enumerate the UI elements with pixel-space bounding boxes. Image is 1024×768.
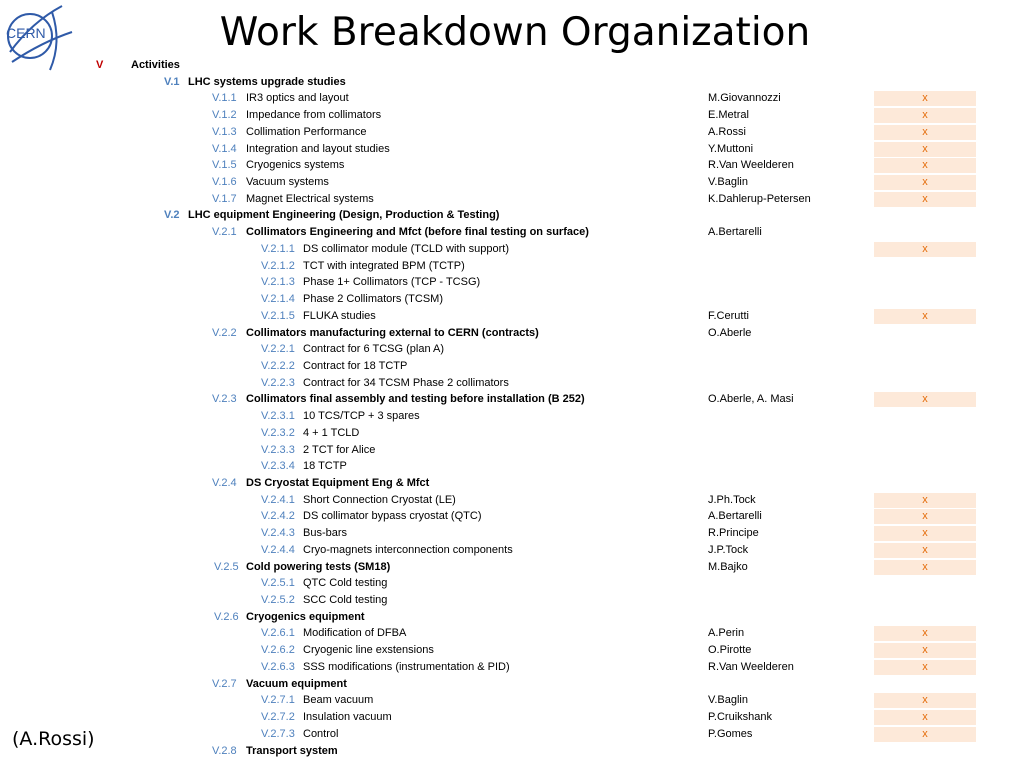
row-code: V.2.5.2: [261, 594, 295, 606]
logo-text: CERN: [6, 25, 46, 41]
table-row: [0, 408, 1024, 425]
row-label: Activities: [131, 59, 180, 71]
row-responsible: A.Perin: [708, 627, 745, 639]
author-caption: (A.Rossi): [12, 728, 95, 750]
row-mark: x: [922, 661, 928, 673]
table-row: [0, 274, 1024, 291]
row-code: V.2.3.1: [261, 410, 295, 422]
page-title: Work Breakdown Organization: [219, 10, 811, 55]
table-row: [0, 559, 1024, 576]
row-label: 2 TCT for Alice: [303, 444, 376, 456]
row-label: Phase 2 Collimators (TCSM): [303, 293, 443, 305]
row-code: V.2.6.2: [261, 644, 295, 656]
row-responsible: P.Cruikshank: [708, 711, 772, 723]
row-mark: x: [922, 627, 928, 639]
table-row: [0, 174, 1024, 191]
table-row: [0, 308, 1024, 325]
row-label: Cryogenics systems: [246, 159, 345, 171]
row-responsible: M.Bajko: [708, 561, 748, 573]
row-label: Collimators manufacturing external to CERN (contracts): [246, 327, 539, 339]
row-code: V.1.6: [212, 176, 237, 188]
row-responsible: A.Bertarelli: [708, 226, 762, 238]
row-code: V.2.6.3: [261, 661, 295, 673]
row-label: TCT with integrated BPM (TCTP): [303, 260, 465, 272]
row-label: 10 TCS/TCP + 3 spares: [303, 410, 420, 422]
row-mark: x: [922, 176, 928, 188]
row-mark: x: [922, 694, 928, 706]
table-row: [0, 692, 1024, 709]
row-responsible: P.Gomes: [708, 728, 753, 740]
row-code: V.2.3.4: [261, 460, 295, 472]
row-code: V.2.7.1: [261, 694, 295, 706]
table-row: [0, 74, 1024, 91]
row-mark: x: [922, 711, 928, 723]
table-row: [0, 57, 1024, 74]
table-row: [0, 542, 1024, 559]
row-code: V.2.3: [212, 393, 237, 405]
row-code: V.2.2.2: [261, 360, 295, 372]
row-label: SCC Cold testing: [303, 594, 388, 606]
row-label: DS collimator bypass cryostat (QTC): [303, 510, 482, 522]
row-responsible: O.Pirotte: [708, 644, 752, 656]
row-responsible: J.Ph.Tock: [708, 494, 756, 506]
row-label: Modification of DFBA: [303, 627, 407, 639]
row-code: V.2.6: [214, 611, 239, 623]
row-code: V.2.2.1: [261, 343, 295, 355]
table-row: [0, 157, 1024, 174]
row-mark: x: [922, 159, 928, 171]
row-label: Short Connection Cryostat (LE): [303, 494, 456, 506]
table-row: [0, 475, 1024, 492]
table-row: [0, 224, 1024, 241]
row-code: V.2.2: [212, 327, 237, 339]
row-code: V: [96, 59, 104, 71]
row-responsible: K.Dahlerup-Petersen: [708, 193, 811, 205]
row-responsible: J.P.Tock: [708, 544, 749, 556]
table-row: [0, 676, 1024, 693]
table-row: [0, 191, 1024, 208]
row-responsible: E.Metral: [708, 109, 749, 121]
row-label: Cryo-magnets interconnection components: [303, 544, 513, 556]
table-row: [0, 141, 1024, 158]
table-row: [0, 525, 1024, 542]
row-mark: x: [922, 143, 928, 155]
row-code: V.1.7: [212, 193, 237, 205]
table-row: [0, 391, 1024, 408]
row-mark: x: [922, 510, 928, 522]
row-label: Collimation Performance: [246, 126, 367, 138]
row-label: Vacuum equipment: [246, 678, 347, 690]
table-row: [0, 107, 1024, 124]
row-responsible: V.Baglin: [708, 176, 748, 188]
row-code: V.1.4: [212, 143, 237, 155]
row-mark: x: [922, 109, 928, 121]
table-row: [0, 442, 1024, 459]
row-responsible: R.Van Weelderen: [708, 661, 794, 673]
row-code: V.2.2.3: [261, 377, 295, 389]
table-row: [0, 341, 1024, 358]
row-label: Contract for 6 TCSG (plan A): [303, 343, 445, 355]
row-label: DS Cryostat Equipment Eng & Mfct: [246, 477, 430, 489]
row-responsible: O.Aberle, A. Masi: [708, 393, 794, 405]
row-code: V.2.4.3: [261, 527, 295, 539]
table-row: [0, 642, 1024, 659]
table-row: [0, 659, 1024, 676]
row-responsible: O.Aberle: [708, 327, 752, 339]
row-mark: x: [922, 243, 928, 255]
row-mark: x: [922, 393, 928, 405]
row-code: V.2: [164, 209, 180, 221]
row-code: V.2.3.3: [261, 444, 295, 456]
row-code: V.2.1.2: [261, 260, 295, 272]
row-code: V.2.1.1: [261, 243, 295, 255]
row-label: 18 TCTP: [303, 460, 347, 472]
row-label: FLUKA studies: [303, 310, 376, 322]
row-label: Collimators Engineering and Mfct (before final testing on surface): [246, 226, 589, 238]
table-row: [0, 425, 1024, 442]
row-code: V.1.5: [212, 159, 237, 171]
table-row: [0, 124, 1024, 141]
row-label: Magnet Electrical systems: [246, 193, 374, 205]
table-row: [0, 291, 1024, 308]
row-code: V.2.3.2: [261, 427, 295, 439]
row-label: Cryogenics equipment: [246, 611, 365, 623]
row-code: V.2.1: [212, 226, 237, 238]
row-code: V.2.5.1: [261, 577, 295, 589]
row-label: Transport system: [246, 745, 338, 757]
row-code: V.2.4.2: [261, 510, 295, 522]
row-label: Contract for 34 TCSM Phase 2 collimators: [303, 377, 509, 389]
row-mark: x: [922, 126, 928, 138]
table-row: [0, 241, 1024, 258]
row-label: SSS modifications (instrumentation & PID): [303, 661, 510, 673]
row-label: Beam vacuum: [303, 694, 374, 706]
table-row: [0, 743, 1024, 760]
row-label: Bus-bars: [303, 527, 348, 539]
table-row: [0, 458, 1024, 475]
table-row: [0, 90, 1024, 107]
row-responsible: A.Rossi: [708, 126, 746, 138]
row-code: V.1: [164, 76, 180, 88]
row-code: V.1.1: [212, 92, 237, 104]
row-code: V.2.6.1: [261, 627, 295, 639]
row-mark: x: [922, 92, 928, 104]
table-row: [0, 325, 1024, 342]
row-mark: x: [922, 494, 928, 506]
row-mark: x: [922, 561, 928, 573]
row-code: V.1.2: [212, 109, 237, 121]
row-label: QTC Cold testing: [303, 577, 388, 589]
row-label: Cold powering tests (SM18): [246, 561, 391, 573]
row-responsible: V.Baglin: [708, 694, 748, 706]
table-row: [0, 575, 1024, 592]
table-row: [0, 726, 1024, 743]
table-row: [0, 258, 1024, 275]
row-code: V.2.8: [212, 745, 237, 757]
row-mark: x: [922, 644, 928, 656]
row-label: LHC systems upgrade studies: [188, 76, 346, 88]
table-row: [0, 709, 1024, 726]
row-label: LHC equipment Engineering (Design, Production & Testing): [188, 209, 500, 221]
row-mark: x: [922, 544, 928, 556]
row-code: V.2.1.5: [261, 310, 295, 322]
row-mark: x: [922, 193, 928, 205]
row-code: V.2.7: [212, 678, 237, 690]
row-mark: x: [922, 310, 928, 322]
row-responsible: R.Van Weelderen: [708, 159, 794, 171]
row-code: V.2.1.3: [261, 276, 295, 288]
row-mark: x: [922, 728, 928, 740]
row-code: V.2.4.1: [261, 494, 295, 506]
row-responsible: F.Cerutti: [708, 310, 749, 322]
table-row: [0, 508, 1024, 525]
row-responsible: A.Bertarelli: [708, 510, 762, 522]
row-responsible: M.Giovannozzi: [708, 92, 781, 104]
table-row: [0, 625, 1024, 642]
table-row: [0, 609, 1024, 626]
row-responsible: R.Principe: [708, 527, 759, 539]
row-code: V.1.3: [212, 126, 237, 138]
row-mark: x: [922, 527, 928, 539]
table-row: [0, 358, 1024, 375]
row-responsible: Y.Muttoni: [708, 143, 754, 155]
row-label: DS collimator module (TCLD with support): [303, 243, 510, 255]
row-label: Cryogenic line exstensions: [303, 644, 434, 656]
row-label: Vacuum systems: [246, 176, 329, 188]
row-label: 4 + 1 TCLD: [303, 427, 360, 439]
row-code: V.2.7.3: [261, 728, 295, 740]
row-label: IR3 optics and layout: [246, 92, 349, 104]
row-code: V.2.5: [214, 561, 239, 573]
table-row: [0, 592, 1024, 609]
row-label: Insulation vacuum: [303, 711, 392, 723]
row-label: Collimators final assembly and testing before installation (B 252): [246, 393, 585, 405]
row-code: V.2.4: [212, 477, 237, 489]
row-code: V.2.1.4: [261, 293, 295, 305]
row-code: V.2.7.2: [261, 711, 295, 723]
row-label: Control: [303, 728, 339, 740]
table-row: [0, 207, 1024, 224]
row-label: Integration and layout studies: [246, 143, 390, 155]
row-label: Contract for 18 TCTP: [303, 360, 408, 372]
table-row: [0, 492, 1024, 509]
row-label: Phase 1+ Collimators (TCP - TCSG): [303, 276, 481, 288]
row-label: Impedance from collimators: [246, 109, 382, 121]
table-row: [0, 375, 1024, 392]
row-code: V.2.4.4: [261, 544, 295, 556]
